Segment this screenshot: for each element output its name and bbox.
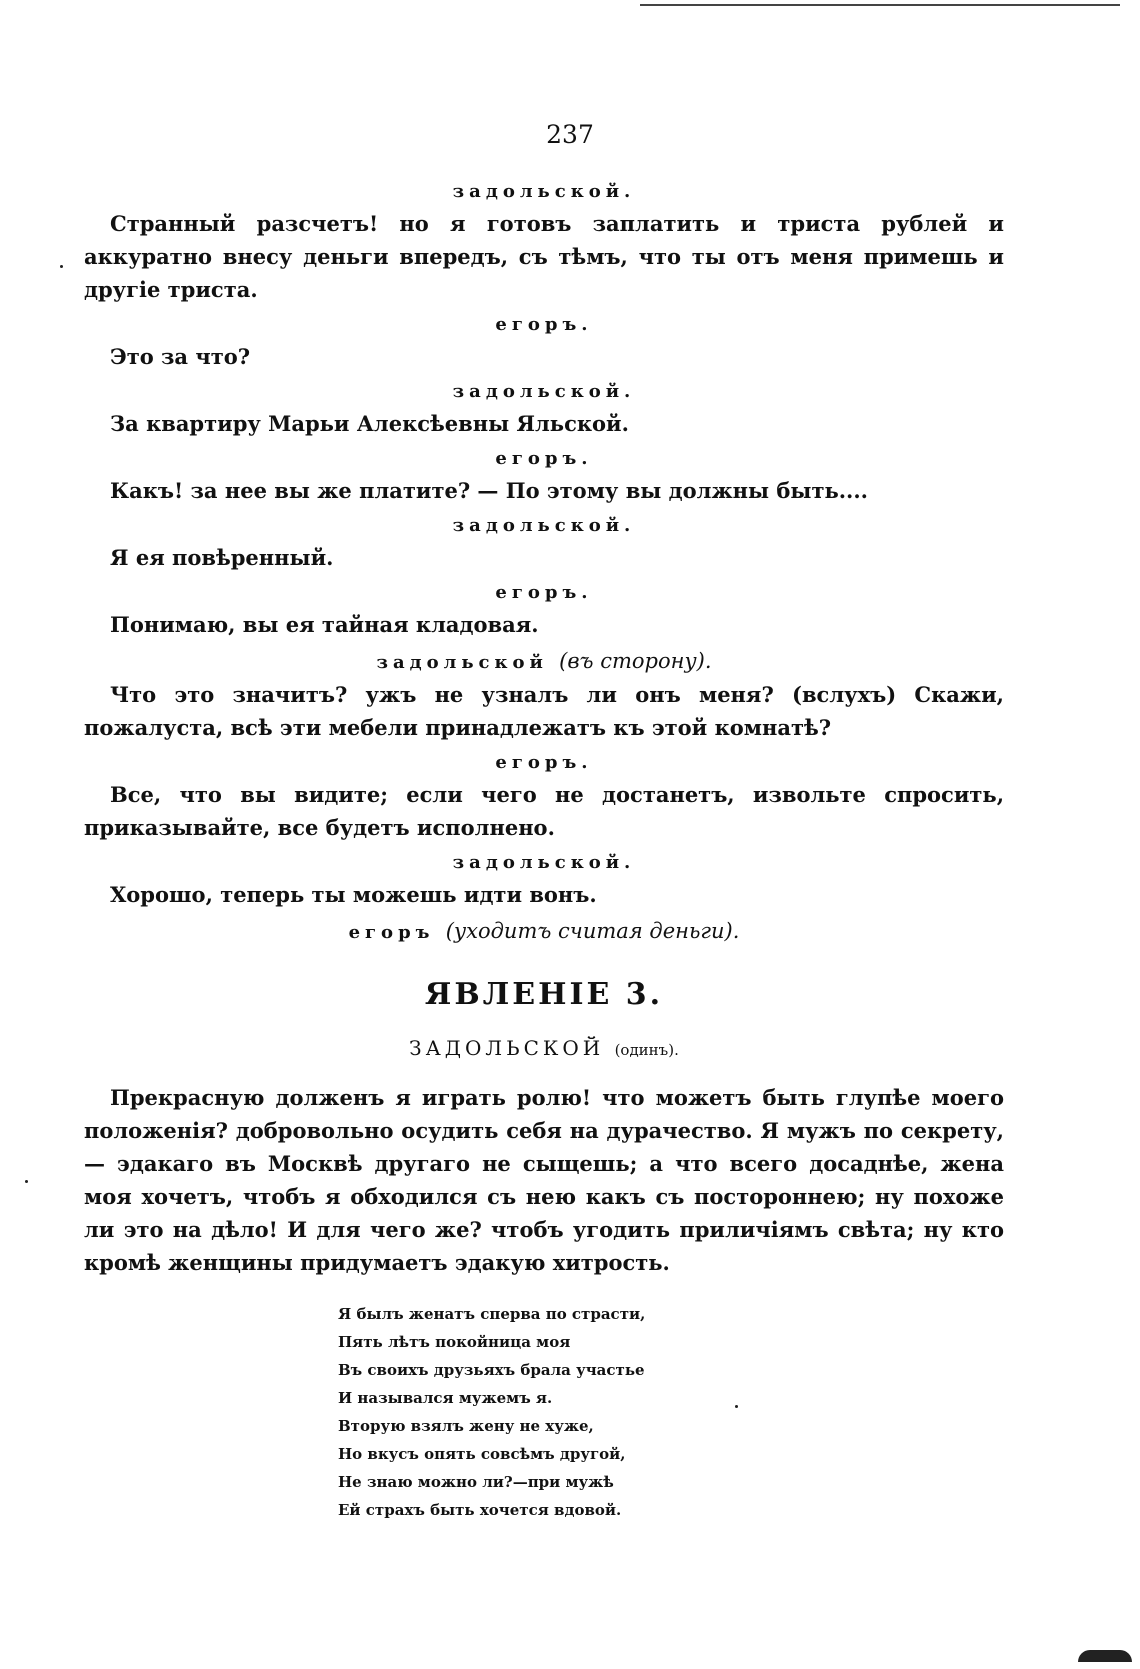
dialogue-line: За квартиру Марьи Алексѣевны Яльской. <box>110 411 629 436</box>
speaker-name: егоръ. <box>495 752 593 773</box>
verse-line: И назывался мужемъ я. <box>338 1389 553 1407</box>
dialogue-line: Хорошо, теперь ты можешь идти вонъ. <box>110 882 597 907</box>
ink-speck <box>25 1180 28 1183</box>
dialogue-line: Что это значитъ? ужъ не узналъ ли онъ меня? (вслухъ) Скажи, пожалуста, всѣ эти мебели принадлежатъ къ этой комнатѣ? <box>84 682 1004 740</box>
dialogue-line: Все, что вы видите; если чего не достанетъ, извольте спросить, приказывайте, все будетъ исполнено. <box>84 782 1004 840</box>
verse-line: Вторую взялъ жену не хуже, <box>338 1417 594 1435</box>
dialogue-line: Это за что? <box>110 344 251 369</box>
page-corner-shadow <box>1078 1650 1132 1662</box>
dialogue-exchange <box>84 314 1004 373</box>
dialogue-exchange <box>84 649 1004 744</box>
dialogue-exchange <box>84 448 1004 507</box>
verse-line: Я былъ женатъ сперва по страсти, <box>338 1305 646 1323</box>
verse-line: Въ своихъ друзьяхъ брала участье <box>338 1361 645 1379</box>
stage-direction: (въ сторону). <box>559 649 712 673</box>
verse-line: Пять лѣтъ покойница моя <box>338 1333 571 1351</box>
dialogue-exchange <box>84 852 1004 911</box>
character-note: (одинъ). <box>614 1041 679 1059</box>
speaker-name: егоръ. <box>495 448 593 469</box>
dialogue-line: Странный разсчетъ! но я готовъ заплатить и триста рублей и аккуратно внесу деньги впередъ, съ тѣмъ, что ты отъ меня примешь и другіе триста. <box>84 211 1004 302</box>
verse-line: Ей страхъ быть хочется вдовой. <box>338 1501 622 1519</box>
dialogue-exchange <box>84 582 1004 641</box>
dialogue-exchange <box>84 381 1004 440</box>
verse-line: Но вкусъ опять совсѣмъ другой, <box>338 1445 626 1463</box>
dialogue-line: Понимаю, вы ея тайная кладовая. <box>110 612 539 637</box>
dialogue-exchange <box>84 181 1004 306</box>
speaker-name: задольской (въ сторону). <box>376 649 712 673</box>
page-number: 237 <box>546 120 594 149</box>
speaker-name: задольской. <box>452 181 636 202</box>
play-text <box>84 173 1004 1524</box>
speaker-name: задольской. <box>452 515 636 536</box>
verse-block <box>338 1300 1004 1524</box>
speaker-name: егоръ. <box>495 314 593 335</box>
dialogue-line: Я ея повѣренный. <box>110 545 334 570</box>
scene-character: ЗАДОЛЬСКОЙ (одинъ). <box>409 1036 679 1060</box>
speaker-name: задольской. <box>452 852 636 873</box>
top-rule <box>640 4 1120 6</box>
speaker-name: задольской. <box>452 381 636 402</box>
stage-direction: (уходитъ считая деньги). <box>445 919 740 943</box>
monologue: Прекрасную долженъ я играть ролю! что можетъ быть глупѣе моего положенія? добровольно осудить себя на дурачество. Я мужъ по секрету, — эдакаго въ Москвѣ другаго не сыщешь; а что всего досаднѣе, жена моя хочетъ, чтобъ я обходился съ нею какъ съ постороннею; ну похоже ли это на дѣло! И для чего же? чтобъ угодить приличіямъ свѣта; ну кто кромѣ женщины придумаетъ эдакую хитрость. <box>84 1085 1004 1275</box>
dialogue-exchange <box>84 515 1004 574</box>
scene-title: ЯВЛЕНІЕ 3. <box>424 977 664 1012</box>
dialogue-exchange <box>84 919 1004 943</box>
speaker-name: егоръ. <box>495 582 593 603</box>
dialogue-exchange <box>84 752 1004 844</box>
verse-line: Не знаю можно ли?—при мужѣ <box>338 1473 614 1491</box>
ink-speck <box>60 265 63 268</box>
dialogue-line: Какъ! за нее вы же платите? — По этому вы должны быть.... <box>110 478 868 503</box>
speaker-name: егоръ (уходитъ считая деньги). <box>348 919 740 943</box>
